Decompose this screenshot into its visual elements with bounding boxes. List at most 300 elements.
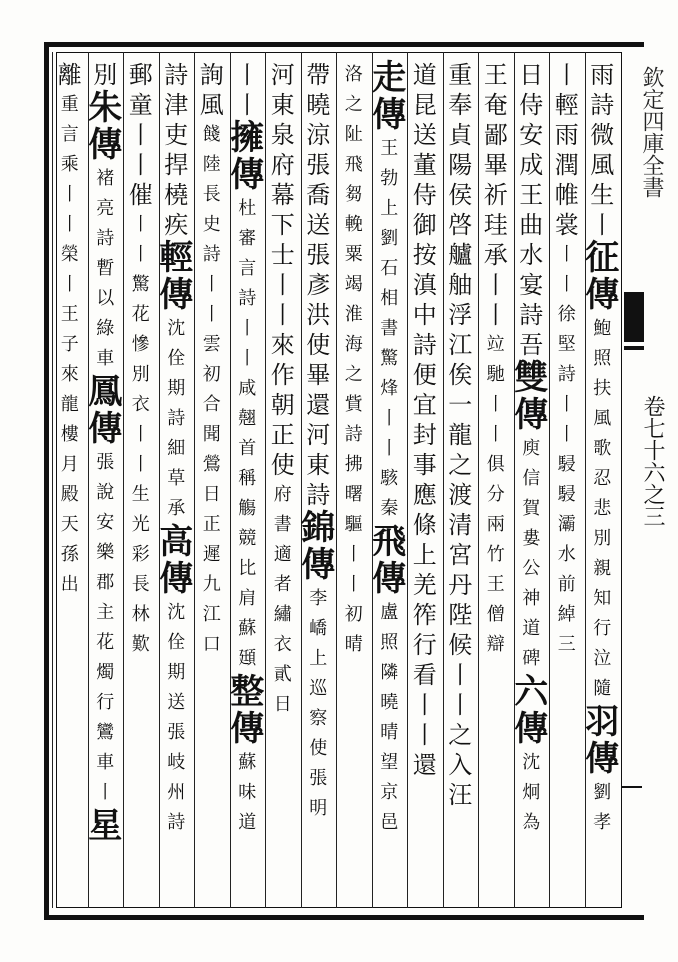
text-char: 承 (167, 498, 186, 519)
text-char: 汪 (448, 781, 473, 809)
fish-tail-mark (624, 292, 644, 342)
text-char: 貳 (273, 664, 292, 685)
text-char: 丨 (270, 301, 295, 329)
text-char: 詩 (519, 301, 544, 329)
text-char: 張 (306, 241, 331, 269)
text-char: 照 (380, 632, 399, 653)
text-char: 郡 (96, 572, 115, 593)
text-char: 宜 (412, 391, 437, 419)
heading-char: 星 (88, 806, 123, 846)
text-char: 長 (131, 574, 150, 595)
text-char: 竝 (486, 334, 505, 355)
text-char: 張 (306, 151, 331, 179)
text-char: 送 (306, 211, 331, 239)
text-char: 褚 (96, 168, 115, 189)
text-char: 主 (96, 602, 115, 623)
text-char: 言 (238, 258, 257, 279)
text-char: 驚 (380, 348, 399, 369)
text-char: 艫 (448, 241, 473, 269)
text-char: 神 (522, 588, 541, 609)
heading-char: 羽 (585, 702, 620, 742)
text-char: 陛 (448, 601, 473, 629)
text-char: 岐 (167, 752, 186, 773)
text-char: 上 (412, 541, 437, 569)
text-char: 車 (96, 348, 115, 369)
text-char: 東 (270, 91, 295, 119)
heading-char: 傳 (301, 545, 336, 585)
text-column (263, 60, 303, 900)
text-char: 沈 (167, 602, 186, 623)
text-char: 道 (412, 61, 437, 89)
text-column (405, 60, 445, 900)
text-char: 丨 (131, 214, 150, 235)
text-char: 史 (202, 214, 221, 235)
heading-char: 傳 (372, 559, 407, 599)
text-char: 府 (270, 151, 295, 179)
text-char: 詩 (96, 228, 115, 249)
text-char: 按 (412, 241, 437, 269)
text-char: 丨 (131, 424, 150, 445)
text-char: 丨 (412, 691, 437, 719)
text-char: 初 (202, 364, 221, 385)
text-char: 丨 (344, 574, 363, 595)
heading-char: 傳 (159, 275, 194, 315)
text-char: 察 (309, 708, 328, 729)
text-char: 風 (590, 151, 615, 179)
text-char: 沈 (522, 752, 541, 773)
text-char: 詩 (590, 91, 615, 119)
text-char: 貞 (448, 121, 473, 149)
heading-char: 錦 (301, 508, 336, 548)
text-char: 河 (270, 61, 295, 89)
text-char: 綽 (557, 604, 576, 625)
heading-char: 六 (514, 672, 549, 712)
text-char: 渡 (448, 481, 473, 509)
text-char: 乘 (60, 154, 79, 175)
text-char: 秦 (380, 498, 399, 519)
text-char: 陽 (448, 151, 473, 179)
text-char: 兩 (486, 514, 505, 535)
text-char: 曙 (344, 484, 363, 505)
text-char: 詩 (238, 288, 257, 309)
text-char: 丨 (486, 424, 505, 445)
text-char: 日 (202, 484, 221, 505)
text-char: 丨 (448, 691, 473, 719)
text-char: 丨 (270, 271, 295, 299)
text-char: 昆 (412, 91, 437, 119)
text-char: 丨 (238, 348, 257, 369)
text-char: 丨 (235, 91, 260, 119)
text-char: 丨 (131, 244, 150, 265)
text-char: 比 (238, 558, 257, 579)
text-char: 丨 (131, 454, 150, 475)
text-char: 天 (60, 514, 79, 535)
text-char: 巡 (309, 678, 328, 699)
text-char: 生 (590, 181, 615, 209)
text-char: 吏 (164, 121, 189, 149)
text-char: 口 (202, 634, 221, 655)
text-column (227, 60, 267, 900)
text-char: 隨 (593, 678, 612, 699)
fish-tail-rule (624, 346, 644, 350)
text-char: 吾 (519, 331, 544, 359)
text-char: 道 (522, 618, 541, 639)
text-char: 衣 (273, 634, 292, 655)
text-char: 御 (412, 211, 437, 239)
text-char: 驚 (131, 274, 150, 295)
heading-char: 飛 (372, 522, 407, 562)
text-char: 丨 (486, 394, 505, 415)
text-column (192, 60, 232, 900)
heading-char: 擁 (230, 118, 265, 158)
text-char: 珪 (483, 211, 508, 239)
text-char: 帶 (306, 61, 331, 89)
text-char: 蘇 (238, 618, 257, 639)
text-char: 衣 (131, 394, 150, 415)
text-char: 津 (164, 91, 189, 119)
text-char: 佺 (167, 348, 186, 369)
text-char: 離 (57, 61, 82, 89)
heading-char: 傳 (159, 559, 194, 599)
text-char: 涼 (306, 121, 331, 149)
text-char: 王 (486, 574, 505, 595)
heading-char: 傳 (230, 709, 265, 749)
text-char: 別 (93, 61, 118, 89)
text-char: 丨 (128, 151, 153, 179)
text-char: 帷 (554, 181, 579, 209)
text-char: 貲 (344, 394, 363, 415)
text-char: 疾 (164, 211, 189, 239)
text-char: 丨 (344, 544, 363, 565)
text-column (298, 60, 338, 900)
text-char: 候 (448, 631, 473, 659)
text-char: 詩 (412, 331, 437, 359)
text-char: 曉 (306, 91, 331, 119)
text-char: 朝 (270, 391, 295, 419)
text-char: 知 (593, 588, 612, 609)
text-char: 鄙 (483, 121, 508, 149)
text-char: 龍 (448, 421, 473, 449)
text-char: 鮑 (593, 318, 612, 339)
text-char: 公 (522, 558, 541, 579)
text-char: 親 (593, 558, 612, 579)
text-char: 成 (519, 151, 544, 179)
text-char: 喬 (306, 181, 331, 209)
text-char: 侍 (519, 91, 544, 119)
text-char: 堅 (557, 334, 576, 355)
text-char: 海 (344, 334, 363, 355)
text-char: 使 (306, 331, 331, 359)
text-char: 正 (202, 514, 221, 535)
text-char: 孝 (593, 812, 612, 833)
text-char: 車 (96, 752, 115, 773)
text-char: 信 (522, 468, 541, 489)
text-char: 看 (412, 661, 437, 689)
text-char: 洪 (306, 301, 331, 329)
margin-title-text: 欽定四庫全書 (639, 66, 664, 198)
text-column (156, 60, 196, 900)
text-char: 丨 (202, 274, 221, 295)
text-char: 還 (306, 391, 331, 419)
text-char: 捍 (164, 151, 189, 179)
text-char: 一 (448, 391, 473, 419)
text-char: 明 (309, 798, 328, 819)
text-char: 辯 (486, 634, 505, 655)
text-char: 丨 (202, 304, 221, 325)
text-char: 沈 (167, 318, 186, 339)
heading-char: 雙 (514, 358, 549, 398)
text-char: 上 (309, 648, 328, 669)
text-char: 暫 (96, 258, 115, 279)
text-char: 滇 (412, 271, 437, 299)
text-char: 僧 (486, 604, 505, 625)
text-char: 駭 (380, 468, 399, 489)
text-char: 阯 (344, 124, 363, 145)
text-char: 竹 (486, 544, 505, 565)
text-char: 炯 (522, 782, 541, 803)
text-char: 丨 (412, 721, 437, 749)
text-char: 孫 (60, 544, 79, 565)
text-char: 日 (273, 694, 292, 715)
heading-char: 高 (159, 522, 194, 562)
text-char: 花 (131, 304, 150, 325)
text-char: 中 (412, 301, 437, 329)
text-char: 望 (380, 752, 399, 773)
text-char: 使 (309, 738, 328, 759)
heading-char: 整 (230, 672, 265, 712)
volume-label (632, 395, 672, 527)
text-char: 駸 (557, 484, 576, 505)
text-char: 泉 (270, 121, 295, 149)
text-char: 榮 (60, 244, 79, 265)
text-char: 首 (238, 438, 257, 459)
text-char: 草 (167, 468, 186, 489)
heading-char: 傳 (514, 395, 549, 435)
text-char: 慘 (131, 334, 150, 355)
text-char: 王 (519, 181, 544, 209)
text-char: 曉 (380, 692, 399, 713)
text-char: 羌 (412, 571, 437, 599)
text-char: 催 (128, 181, 153, 209)
text-char: 庾 (522, 438, 541, 459)
text-char: 輕 (554, 91, 579, 119)
text-column (582, 60, 622, 900)
text-char: 稱 (238, 468, 257, 489)
text-char: 便 (412, 361, 437, 389)
text-char: 裳 (554, 211, 579, 239)
text-char: 安 (96, 512, 115, 533)
text-char: 歌 (593, 438, 612, 459)
text-char: 雨 (590, 61, 615, 89)
text-char: 九 (202, 574, 221, 595)
text-char: 行 (593, 618, 612, 639)
text-char: 審 (238, 228, 257, 249)
text-char: 下 (270, 211, 295, 239)
text-char: 丨 (590, 211, 615, 239)
text-char: 丨 (483, 271, 508, 299)
text-char: 道 (238, 812, 257, 833)
text-char: 味 (238, 782, 257, 803)
text-char: 詩 (344, 424, 363, 445)
text-char: 鶯 (202, 454, 221, 475)
text-char: 相 (380, 288, 399, 309)
heading-char: 走 (372, 58, 407, 98)
text-char: 聞 (202, 424, 221, 445)
text-char: 丨 (96, 782, 115, 803)
text-char: 輓 (344, 214, 363, 235)
text-char: 河 (306, 421, 331, 449)
text-char: 咸 (238, 378, 257, 399)
text-char: 雲 (202, 334, 221, 355)
text-char: 頲 (238, 648, 257, 669)
text-char: 丨 (60, 274, 79, 295)
heading-char: 鳳 (88, 372, 123, 412)
text-char: 分 (486, 484, 505, 505)
text-char: 詩 (202, 244, 221, 265)
text-char: 殿 (60, 484, 79, 505)
text-char: 前 (557, 574, 576, 595)
text-char: 水 (557, 544, 576, 565)
text-char: 婁 (522, 528, 541, 549)
text-char: 丨 (380, 408, 399, 429)
text-char: 驅 (344, 514, 363, 535)
heading-char: 傳 (585, 275, 620, 315)
text-char: 奄 (483, 91, 508, 119)
text-char: 陸 (202, 154, 221, 175)
text-char: 張 (309, 768, 328, 789)
text-char: 杜 (238, 198, 257, 219)
text-char: 適 (273, 544, 292, 565)
text-char: 王 (483, 61, 508, 89)
text-char: 安 (519, 121, 544, 149)
text-char: 之 (344, 94, 363, 115)
text-char: 書 (380, 318, 399, 339)
text-char: 龍 (60, 394, 79, 415)
text-char: 佺 (167, 632, 186, 653)
text-char: 詢 (199, 61, 224, 89)
text-char: 言 (60, 124, 79, 145)
text-char: 郵 (128, 61, 153, 89)
text-char: 子 (60, 334, 79, 355)
text-char: 別 (593, 528, 612, 549)
text-char: 扶 (593, 378, 612, 399)
text-char: 石 (380, 258, 399, 279)
text-char: 綠 (96, 318, 115, 339)
heading-char: 輕 (159, 238, 194, 278)
text-char: 丨 (448, 661, 473, 689)
text-char: 江 (202, 604, 221, 625)
text-char: 畢 (483, 151, 508, 179)
volume-label-text: 卷七十六之三 (640, 395, 665, 527)
text-char: 之 (448, 721, 473, 749)
heading-char: 傳 (88, 409, 123, 449)
text-char: 飛 (344, 154, 363, 175)
text-char: 還 (412, 751, 437, 779)
text-char: 月 (60, 454, 79, 475)
text-char: 重 (448, 61, 473, 89)
text-char: 樓 (60, 424, 79, 445)
text-char: 京 (380, 782, 399, 803)
text-char: 泣 (593, 648, 612, 669)
text-char: 舳 (448, 271, 473, 299)
text-char: 丨 (557, 244, 576, 265)
text-char: 灞 (557, 514, 576, 535)
text-char: 使 (270, 451, 295, 479)
heading-char: 朱 (88, 88, 123, 128)
text-char: 啓 (448, 211, 473, 239)
heading-char: 傳 (372, 95, 407, 135)
text-char: 送 (167, 692, 186, 713)
text-char: 侯 (448, 181, 473, 209)
text-column (476, 60, 516, 900)
text-char: 曲 (519, 211, 544, 239)
text-char: 繡 (273, 604, 292, 625)
text-char: 丨 (380, 438, 399, 459)
text-char: 應 (412, 481, 437, 509)
text-char: 期 (167, 662, 186, 683)
text-char: 李 (309, 588, 328, 609)
heading-char: 傳 (514, 709, 549, 749)
text-char: 者 (273, 574, 292, 595)
text-char: 詩 (306, 481, 331, 509)
text-char: 花 (96, 632, 115, 653)
text-char: 竭 (344, 274, 363, 295)
text-char: 細 (167, 438, 186, 459)
text-char: 條 (412, 511, 437, 539)
text-column (547, 60, 587, 900)
text-char: 餞 (202, 124, 221, 145)
text-char: 士 (270, 241, 295, 269)
text-char: 俟 (448, 361, 473, 389)
text-column (50, 60, 90, 900)
text-char: 丨 (557, 274, 576, 295)
text-char: 三 (557, 634, 576, 655)
text-char: 奉 (448, 91, 473, 119)
text-char: 生 (131, 484, 150, 505)
text-char: 駸 (557, 454, 576, 475)
text-char: 詩 (167, 408, 186, 429)
text-char: 徐 (557, 304, 576, 325)
text-char: 別 (131, 364, 150, 385)
text-char: 燭 (96, 662, 115, 683)
text-char: 嶠 (309, 618, 328, 639)
text-char: 肩 (238, 588, 257, 609)
text-char: 橈 (164, 181, 189, 209)
text-char: 畢 (306, 361, 331, 389)
text-char: 粟 (344, 244, 363, 265)
text-char: 丨 (238, 318, 257, 339)
text-char: 送 (412, 121, 437, 149)
text-char: 詩 (164, 61, 189, 89)
text-char: 芻 (344, 184, 363, 205)
text-char: 童 (128, 91, 153, 119)
text-char: 丹 (448, 571, 473, 599)
text-char: 遲 (202, 544, 221, 565)
text-char: 光 (131, 514, 150, 535)
text-char: 上 (380, 198, 399, 219)
text-char: 府 (273, 484, 292, 505)
text-char: 來 (60, 364, 79, 385)
text-char: 詩 (557, 364, 576, 385)
text-char: 祈 (483, 181, 508, 209)
text-char: 事 (412, 451, 437, 479)
heading-char: 征 (585, 238, 620, 278)
text-char: 潤 (554, 151, 579, 179)
text-char: 丨 (60, 184, 79, 205)
text-char: 丨 (128, 121, 153, 149)
text-char: 晴 (380, 722, 399, 743)
text-char: 競 (238, 528, 257, 549)
